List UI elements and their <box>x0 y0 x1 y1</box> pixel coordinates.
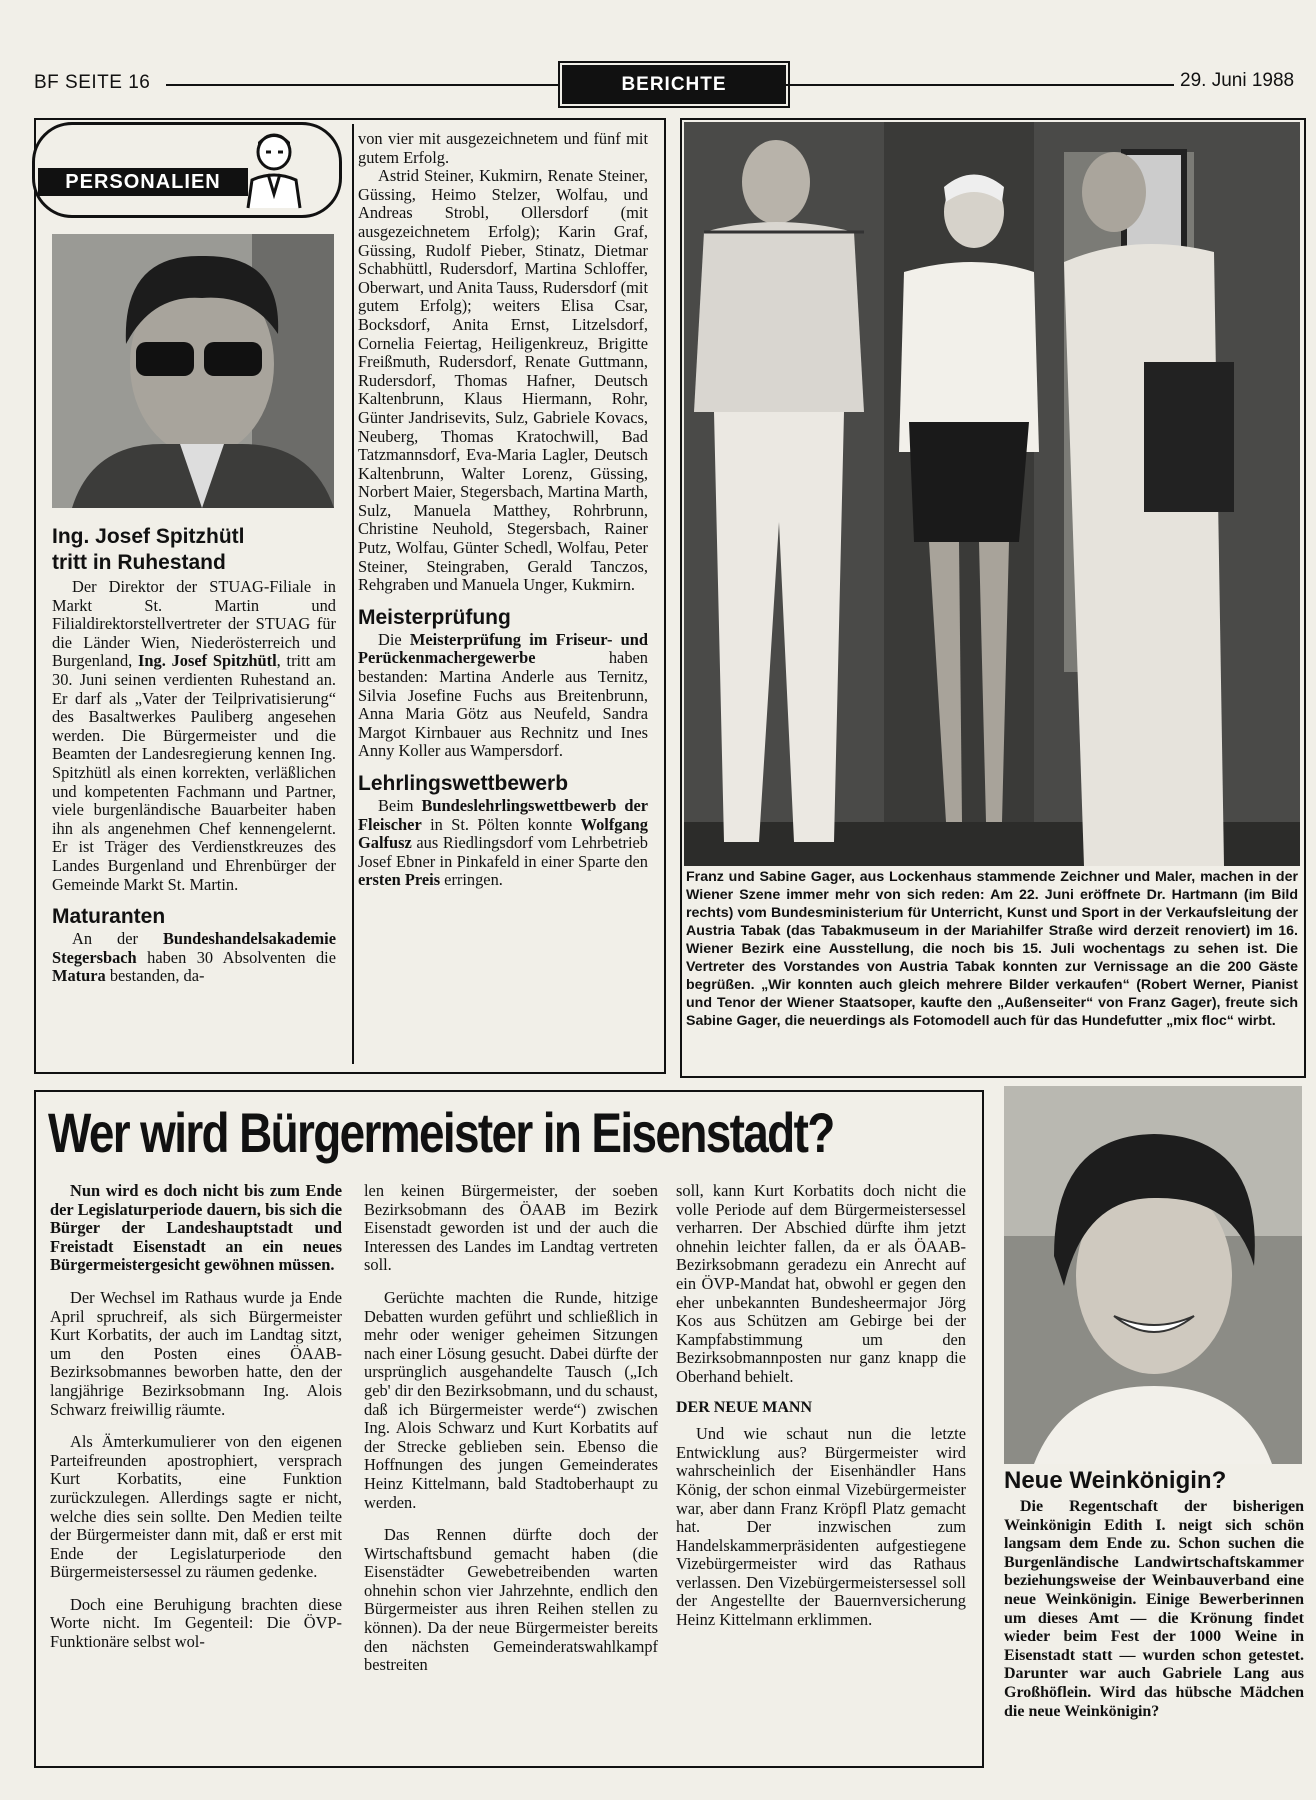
body-text: Der Direktor der STUAG-Filiale in Markt St. Martin und Filialdirektorstellvertreter der STUAG für die Länder Wien, Niederösterreich und Burgenland, <box>52 577 336 671</box>
middle-column <box>358 130 648 890</box>
article-column-1 <box>50 1182 342 1652</box>
header-rule-right <box>784 84 1174 86</box>
meister-body <box>358 631 648 761</box>
article-paragraph: Das Rennen dürfte doch der Wirtschaftsbund gemacht haben (die Eisenstädter Gewebetreibenden warten ohnehin schon vier Jahrzehnte, endlich den Bürgermeister aus ihren Reihen stellen zu können). Da der neue Bürgermeister bereits den nächsten Gemeinderatswahlkampf bestreiten <box>364 1525 658 1675</box>
body-text: haben bestanden: Martina Anderle aus Ternitz, Silvia Josefine Fuchs aus Breitenbrunn, Anna Maria Götz aus Neufeld, Sandra Margot Kirnbauer aus Rechnitz und Ines Anny Koller aus Wampersdorf. <box>358 648 648 761</box>
portrait-photo <box>52 234 334 508</box>
article-column-2 <box>364 1182 658 1675</box>
headline-line-2: tritt in Ruhestand <box>52 551 226 574</box>
body-text: bestanden, da- <box>105 966 205 986</box>
section-badge: BERICHTE <box>562 65 786 104</box>
weinkoenigin-photo <box>1004 1086 1302 1464</box>
lehrling-heading: Lehrlingswettbewerb <box>358 772 569 795</box>
body-text: , tritt am 30. Juni seinen verdienten Ruhestand an. Er darf als „Vater der Teilprivatisierung“ des Basaltwerkes Pauliberg angesehen werden. Die Bürgermeister und die Beamten der Landesregierung kennen Ing. Spitzhütl als einen korrekten, verläßlichen und kompetenten Fachmann und Partner, viele burgenländische Bauarbeiter haben ihn als angenehmen Chef kennengelernt. Er ist Träger des Verdienstkreuzes des Landes Burgenland und Ehrenbürger der Gemeinde Markt St. Martin. <box>52 651 336 894</box>
body-bold: Wolfgang Galfusz <box>358 814 648 853</box>
body-text: in St. Pölten konnte <box>421 814 581 834</box>
maturanten-heading: Maturanten <box>52 905 166 929</box>
left-column <box>52 524 336 986</box>
gallery-photo-image <box>684 122 1300 866</box>
header-rule-left <box>166 84 560 86</box>
article-paragraph: Als Ämterkumulierer von den eigenen Parteifreunden apostrophiert, versprach Kurt Korbatits, eine Funktion zurückzulegen. Allerdings sagte er nicht, welche dies sein sollte. Den Medien teilte der Bürgermeister dann mit, daß er erst mit Ende der Legislaturperiode den Bürgermeistersessel zu räumen gedenke. <box>50 1432 342 1582</box>
wein-heading: Neue Weinkönigin? <box>1004 1467 1227 1494</box>
body-name: Ing. Josef Spitzhütl <box>138 651 277 671</box>
middle-cont: von vier mit ausgezeichnetem und fünf mit gutem Erfolg. <box>358 129 648 167</box>
article-paragraph: soll, kann Kurt Korbatits doch nicht die volle Periode auf dem Bürgermeistersessel verharren. Der Abschied dürfte ihm jetzt ohnehin leichter fallen, da er als ÖAAB-Bezirksobmann geradezu ein Anrecht auf ein ÖVP-Mandat hat, obwohl er gegen den eher unbekannten Bundesheermajor Jörg Kos aus Schützen am Gebirge bei der Kampfabstimmung um den Bezirksobmannposten nur ganz knapp die Oberhand behielt. <box>676 1181 966 1386</box>
body-text: Beim <box>378 796 422 815</box>
body-text: haben 30 Absolventen die <box>136 947 336 967</box>
body-text: An der <box>72 929 163 949</box>
graduate-names: Astrid Steiner, Kukmirn, Renate Steiner, Güssing, Heimo Stelzer, Wolfau, und Andreas Strobl, Ollersdorf (mit ausgezeichnetem Erfolg); Karin Graf, Güssing, Rudolf Pieber, Stinatz, Dietmar Schabhüttl, Rudersdorf, Martina Schloffer, Oberwart, und Anita Tauss, Rudersdorf (mit gutem Erfolg); weiters Elisa Csar, Bocksdorf, Anita Ernst, Litzelsdorf, Cornelia Feiertag, Heiligenkreuz, Brigitte Freißmuth, Rudersdorf, Renate Guttmann, Rudersdorf, Thomas Hafner, Deutsch Kaltenbrunn, Klaus Hiermann, Rohr, Günter Jandrisevits, Sulz, Gabriele Kovacs, Neuberg, Thomas Kratochwill, Bad Tatzmannsdorf, Eva-Maria Lagler, Deutsch Kaltenbrunn, Walter Lorenz, Güssing, Norbert Maier, Stegersbach, Martina Marth, Sulz, Manuela Matthey, Rohrbrunn, Christine Neuhold, Stegersbach, Rainer Putz, Wolfau, Günter Schedl, Wolfau, Peter Steiner, Steingraben, Gerald Tanczos, Rehgraben und Manuela Unger, Kukmirn. <box>358 166 648 595</box>
article-lead: Nun wird es doch nicht bis zum Ende der Legislaturperiode dauern, bis sich die Bürger der Landeshauptstadt und Freistadt Eisenstadt an ein neues Bürgermeistergesicht gewöhnen müssen. <box>50 1181 342 1275</box>
maturanten-body <box>52 930 336 986</box>
personalien-body <box>52 578 336 894</box>
body-bold: ersten Preis <box>358 870 441 890</box>
article-paragraph: Und wie schaut nun die letzte Entwicklung aus? Bürgermeister wird wahrscheinlich der Eisenhändler Hans König, der schon einmal Vizebürgermeister war, aber dann Franz Kröpfl Platz gemacht hat. Der inzwischen zum Handelskammerpräsidenten aufgestiegene Vizebürgermeister wird das Rathaus verlassen. Den Vizebürgermeistersessel soll der Angestellte der Bauernversicherung Heinz Kittelmann erklimmen. <box>676 1424 966 1630</box>
wein-body: Die Regentschaft der bisherigen Weinkönigin Edith I. neigt sich schön langsam dem Ende zu. Schon suchen die Burgenländische Landwirtschaftskammer beziehungsweise der Weinbauverband eine neue Weinkönigin. Einige Bewerberinnen um dieses Amt — die Krönung findet wieder beim Fest der 1000 Weine in Eisenstadt statt — wurden schon getestet. Darunter war auch Gabriele Lang aus Großhöflein. Wird das hübsche Mädchen die neue Weinkönigin? <box>1004 1498 1304 1720</box>
body-bold: Bundeslehrlingswettbewerb der Fleischer <box>358 796 648 834</box>
article-paragraph: Gerüchte machten die Runde, hitzige Debatten wurden geführt und schließlich in mehr oder weniger geheimen Sitzungen nach einer Lösung gesucht. Dabei dürfte der ursprünglich ausgehandelte Tausch („Ich geb' dir den Bezirksobmann, und du schaust, daß ich Bürgermeister werde“) zwischen Ing. Alois Schwarz und Kurt Korbatits auf der Strecke geblieben sein. Ebenso die Hoffnungen des jungen Gemeinderates Heinz Kittelmann, bald Stadtoberhaupt zu werden. <box>364 1287 658 1512</box>
column-divider <box>352 124 354 1064</box>
portrait-photo-image <box>52 234 334 508</box>
body-bold: Bundeshandelsakademie Stegersbach <box>52 929 336 967</box>
article-headline: Wer wird Bürgermeister in Eisenstadt? <box>48 1101 834 1164</box>
article-paragraph: len keinen Bürgermeister, der soeben Bezirksobmann des ÖAAB im Bezirk Eisenstadt geworden ist und der auch die Interessen des Landes im Landtag vertreten soll. <box>364 1181 658 1275</box>
meister-heading: Meisterprüfung <box>358 605 511 629</box>
body-text: Die <box>378 629 410 649</box>
article-paragraph: Der Wechsel im Rathaus wurde ja Ende April spruchreif, als sich Bürgermeister Kurt Korbatits, der auch im Landtag sitzt, um den Posten eines ÖAAB-Bezirksobmannes beworben hatte, den der langjährige Bezirksobmann Ing. Alois Schwarz freiwillig räumte. <box>50 1287 342 1419</box>
body-text: aus Riedlingsdorf vom Lehrbetrieb Josef Ebner in Pinkafeld in einer Sparte den <box>358 833 648 871</box>
body-bold: Meisterprüfung im Friseur- und Perückenmachergewerbe <box>358 629 648 668</box>
page-number: BF SEITE 16 <box>34 72 151 93</box>
issue-date: 29. Juni 1988 <box>1180 70 1295 91</box>
person-icon <box>238 124 310 212</box>
headline-line-1: Ing. Josef Spitzhütl <box>52 525 245 548</box>
body-text: erringen. <box>440 870 503 890</box>
article-column-3 <box>676 1182 966 1630</box>
gallery-caption: Franz und Sabine Gager, aus Lockenhaus stammende Zeichner und Maler, machen in der Wiener Szene immer mehr von sich reden: Am 22. Juni eröffnete Dr. Hartmann (im Bild rechts) vom Bundesministerium für Unterricht, Kunst und Sport in der Verkaufsleitung der Austria Tabak (das Tabakmuseum in der Mariahilfer Straße wird derzeit renoviert) im 16. Wiener Bezirk eine Ausstellung, die noch bis 15. Juli wochentags zu sehen ist. Die Vertreter des Vorstandes von Austria Tabak konnten zur Vernissage an die 200 Gäste begrüßen. „Wir konnten auch gleich mehrere Bilder verkaufen“ (Robert Werner, Pianist und Tenor der Wiener Staatsoper, kaufte den „Außenseiter“ von Franz Gager), freute sich Sabine Gager, die neuerdings als Fotomodell auch für das Hundefutter „mix floc“ wirbt. <box>686 869 1298 1029</box>
article-subhead: DER NEUE MANN <box>676 1398 812 1416</box>
article-paragraph: Doch eine Beruhigung brachten diese Worte nicht. Im Gegenteil: Die ÖVP-Funktionäre selbst wol- <box>50 1594 342 1652</box>
personalien-headline <box>52 524 336 576</box>
gallery-photo <box>684 122 1300 866</box>
weinkoenigin-photo-image <box>1004 1086 1302 1464</box>
lehrling-body <box>358 797 648 890</box>
personalien-label: PERSONALIEN <box>38 168 248 196</box>
body-bold: Matura <box>52 966 106 986</box>
